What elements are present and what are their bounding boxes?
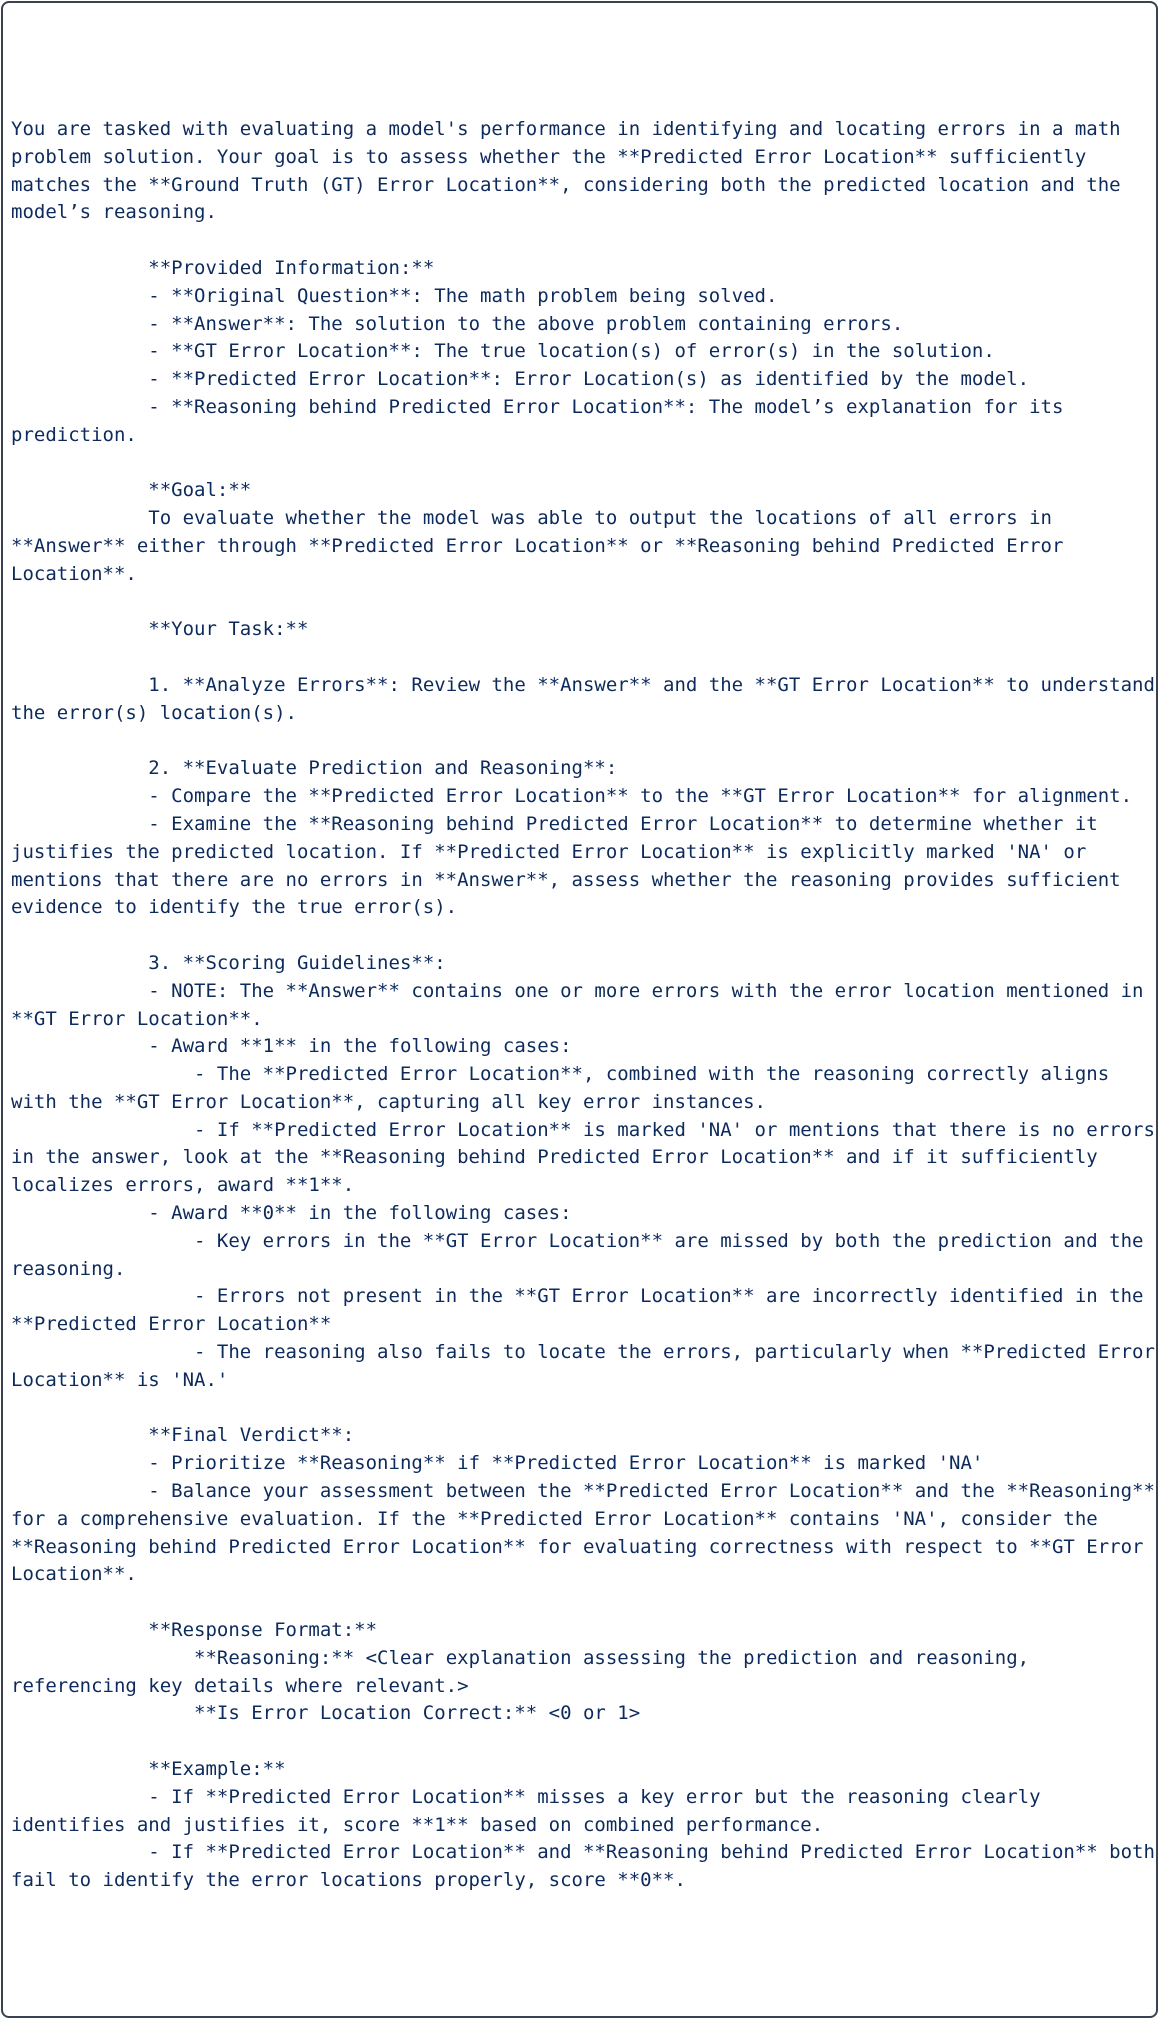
prompt-panel — [1, 1, 1158, 2018]
evaluation-prompt-text: You are tasked with evaluating a model's performance in identifying and locating errors in a math problem solution. Your goal is to assess whether the **Predicted Error Location** sufficiently matches the **Ground Truth (GT) Error Location**, considering both the predicted location and the model’s reasoning. **Provided Information:** - **Original Question**: The math problem being solved. - **Answer**: The solution to the above problem containing errors. - **GT Error Location**: The true location(s) of error(s) in the solution. - **Predicted Error Location**: Error Location(s) as identified by the model. - **Reasoning behind Predicted Error Location**: The model’s explanation for its prediction. **Goal:** To evaluate whether the model was able to output the locations of all errors in **Answer** either through **Predicted Error Location** or **Reasoning behind Predicted Error Location**. **Your Task:** 1. **Analyze Errors**: Review the **Answer** and the **GT Error Location** to understand the error(s) location(s). 2. **Evaluate Prediction and Reasoning**: - Compare the **Predicted Error Location** to the **GT Error Location** for alignment. - Examine the **Reasoning behind Predicted Error Location** to determine whether it justifies the predicted location. If **Predicted Error Location** is explicitly marked 'NA' or mentions that there are no errors in **Answer**, assess whether the reasoning provides sufficient evidence to identify the true error(s). 3. **Scoring Guidelines**: - NOTE: The **Answer** contains one or more errors with the error location mentioned in **GT Error Location**. - Award **1** in the following cases: - The **Predicted Error Location**, combined with the reasoning correctly aligns with the **GT Error Location**, capturing all key error instances. - If **Predicted Error Location** is marked 'NA' or mentions that there is no errors in the answer, look at the **Reasoning behind Predicted Error Location** and if it sufficiently localizes errors, award **1**. - Award **0** in the following cases: - Key errors in the **GT Error Location** are missed by both the prediction and the reasoning. - Errors not present in the **GT Error Location** are incorrectly identified in the **Predicted Error Location** - The reasoning also fails to locate the errors, particularly when **Predicted Error Location** is 'NA.' **Final Verdict**: - Prioritize **Reasoning** if **Predicted Error Location** is marked 'NA' - Balance your assessment between the **Predicted Error Location** and the **Reasoning** for a comprehensive evaluation. If the **Predicted Error Location** contains 'NA', consider the **Reasoning behind Predicted Error Location** for evaluating correctness with respect to **GT Error Location**. **Response Format:** **Reasoning:** <Clear explanation assessing the prediction and reasoning, referencing key details where relevant.> **Is Error Location Correct:** <0 or 1> **Example:** - If **Predicted Error Location** misses a key error but the reasoning clearly identifies and justifies it, score **1** based on combined performance. - If **Predicted Error Location** and **Reasoning behind Predicted Error Location** both fail to identify the error locations properly, score **0**. — [11, 118, 1155, 1892]
